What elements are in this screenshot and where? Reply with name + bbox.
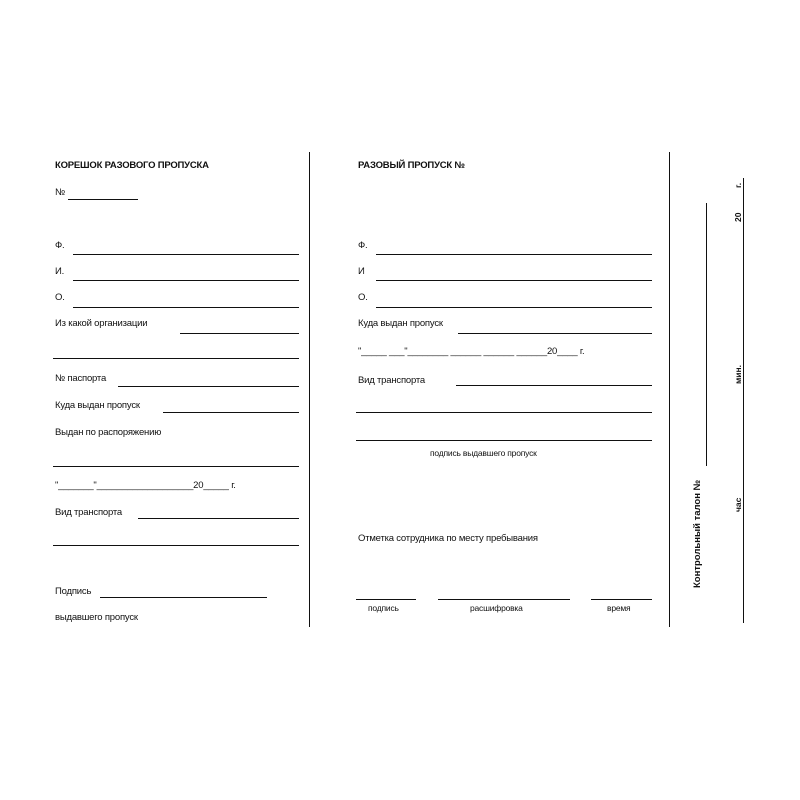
stub-number-label: № bbox=[55, 187, 65, 198]
stub-organization-label: Из какой организации bbox=[55, 318, 148, 329]
stub-signature-label: Подпись bbox=[55, 586, 92, 597]
stub-organization-line-2[interactable] bbox=[53, 358, 299, 359]
stub-patronymic-line[interactable] bbox=[73, 307, 299, 308]
stub-surname-line[interactable] bbox=[73, 254, 299, 255]
pass-time-caption: время bbox=[607, 603, 631, 613]
stub-organization-line[interactable] bbox=[180, 333, 299, 334]
pass-issuer-signature-caption: подпись выдавшего пропуск bbox=[430, 448, 537, 458]
stub-name-label: И. bbox=[55, 266, 65, 277]
stub-transport-label: Вид транспорта bbox=[55, 507, 122, 518]
pass-divider bbox=[669, 152, 670, 627]
stub-title: КОРЕШОК РАЗОВОГО ПРОПУСКА bbox=[55, 160, 209, 171]
pass-patronymic-label: О. bbox=[358, 292, 368, 303]
stub-issued-by-order-line[interactable] bbox=[53, 466, 299, 467]
stub-issued-by-order-label: Выдан по распоряжению bbox=[55, 427, 162, 438]
pass-transport-label: Вид транспорта bbox=[358, 375, 425, 386]
pass-sign-caption: подпись bbox=[368, 603, 399, 613]
pass-time-line[interactable] bbox=[591, 599, 652, 600]
pass-transport-line-2[interactable] bbox=[356, 412, 652, 413]
pass-decode-caption: расшифровка bbox=[470, 603, 523, 613]
control-label: Контрольный талон № bbox=[692, 479, 703, 588]
pass-issued-where-label: Куда выдан пропуск bbox=[358, 318, 443, 329]
stub-passport-label: № паспорта bbox=[55, 373, 107, 384]
pass-title: РАЗОВЫЙ ПРОПУСК № bbox=[358, 160, 465, 171]
control-number-line[interactable] bbox=[706, 203, 707, 466]
stub-surname-label: Ф. bbox=[55, 240, 65, 251]
stub-passport-line[interactable] bbox=[118, 386, 299, 387]
control-day-label: 20 bbox=[733, 212, 743, 222]
stub-signature-line[interactable] bbox=[100, 597, 267, 598]
pass-sign-line[interactable] bbox=[356, 599, 416, 600]
control-date-line[interactable] bbox=[743, 178, 744, 623]
pass-issuer-signature-line[interactable] bbox=[356, 440, 652, 441]
stub-issued-where-label: Куда выдан пропуск bbox=[55, 400, 140, 411]
pass-patronymic-line[interactable] bbox=[376, 307, 652, 308]
control-hour-label: час bbox=[733, 497, 743, 512]
stub-date-blank[interactable]: _____"___________________20_____ г. bbox=[68, 480, 236, 491]
stub-number-line[interactable] bbox=[68, 199, 138, 200]
stub-name-line[interactable] bbox=[73, 280, 299, 281]
stub-signature-caption: выдавшего пропуск bbox=[55, 612, 138, 623]
pass-employee-mark-label: Отметка сотрудника по месту пребывания bbox=[358, 533, 538, 544]
pass-date-blank[interactable]: "_____ ___"________ ______ ______ ______20____ г. bbox=[358, 346, 585, 357]
pass-issued-where-line[interactable] bbox=[458, 333, 652, 334]
stub-transport-line-2[interactable] bbox=[53, 545, 299, 546]
stub-date-quote: "__ bbox=[55, 480, 69, 491]
pass-transport-line[interactable] bbox=[456, 385, 652, 386]
pass-decode-line[interactable] bbox=[438, 599, 570, 600]
pass-name-label: И bbox=[358, 266, 365, 277]
stub-divider bbox=[309, 152, 310, 627]
pass-name-line[interactable] bbox=[376, 280, 652, 281]
stub-transport-line[interactable] bbox=[138, 518, 299, 519]
stub-issued-where-line[interactable] bbox=[163, 412, 299, 413]
stub-patronymic-label: О. bbox=[55, 292, 65, 303]
pass-surname-line[interactable] bbox=[376, 254, 652, 255]
pass-surname-label: Ф. bbox=[358, 240, 368, 251]
control-year-label: г. bbox=[733, 182, 743, 188]
control-min-label: мин. bbox=[733, 364, 743, 384]
